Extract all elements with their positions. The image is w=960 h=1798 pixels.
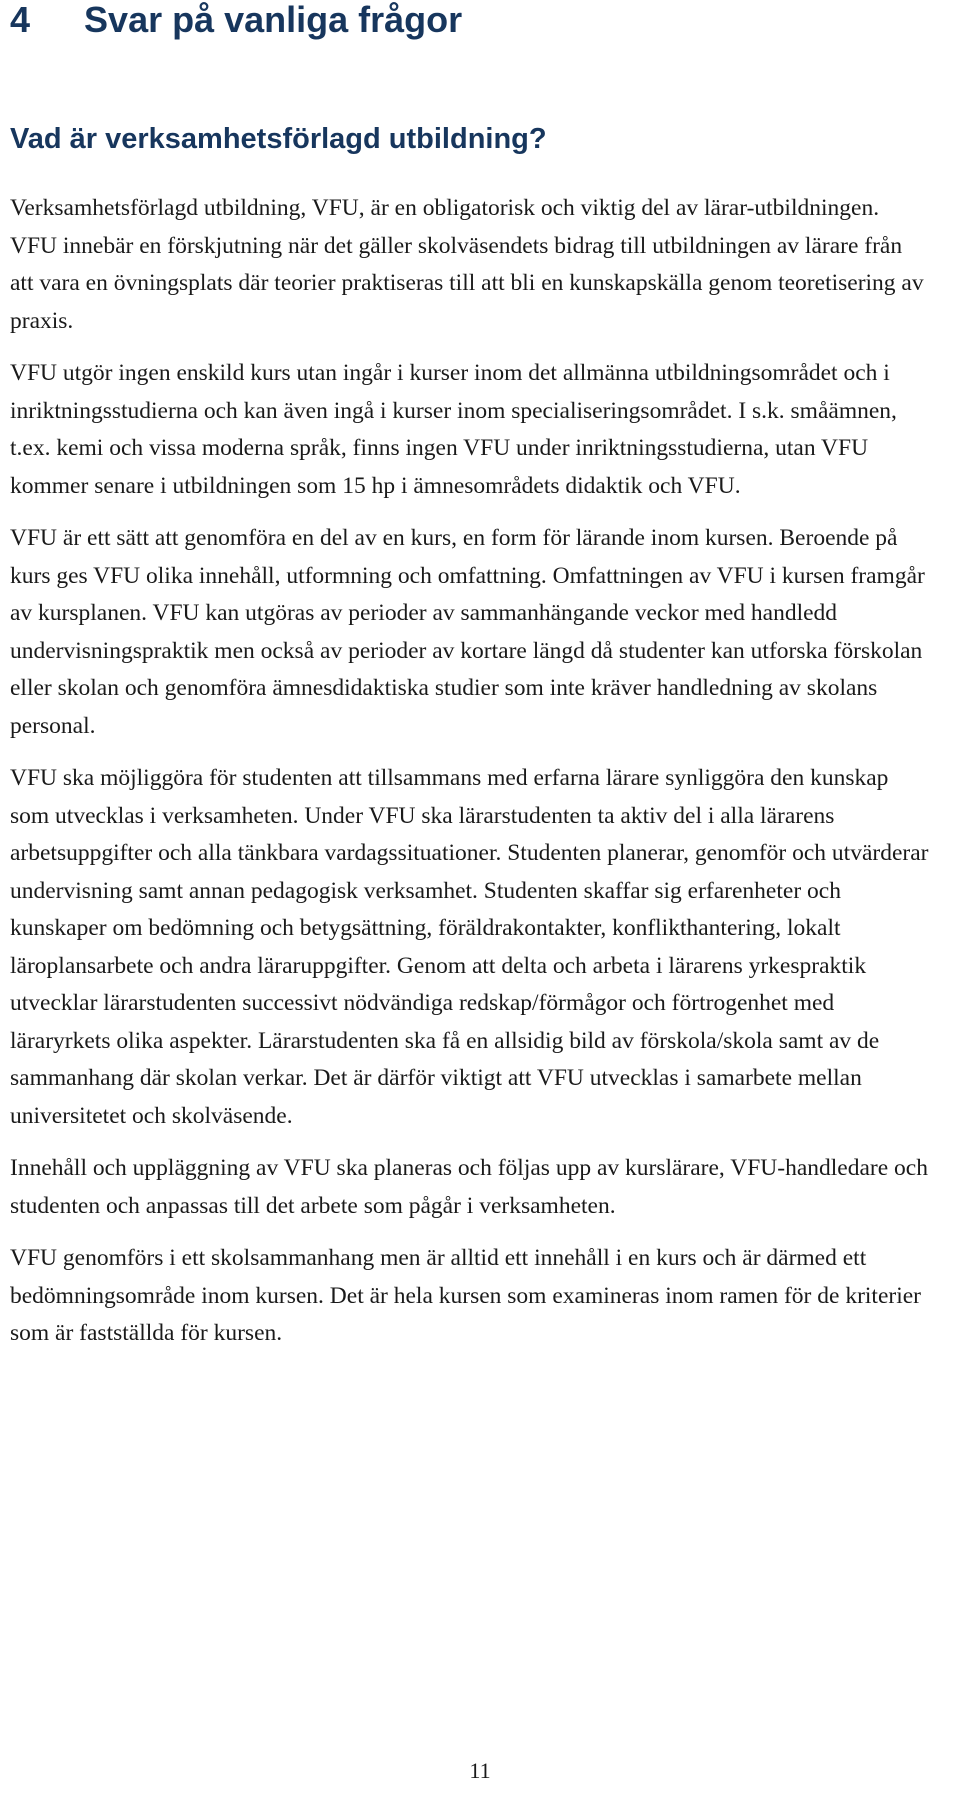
paragraph-2: VFU utgör ingen enskild kurs utan ingår i kurser inom det allmänna utbildningsområdet och i inriktningsstudierna och kan även ingå i kurser inom specialiseringsområdet. I s.k. småämnen, t.ex. kemi och vissa moderna språk, finns ingen VFU under inriktningsstudierna, utan VFU kommer senare i utbildningen som 15 hp i ämnesområdets didaktik och VFU. — [10, 360, 897, 499]
paragraph-5: Innehåll och uppläggning av VFU ska planeras och följas upp av kurslärare, VFU-handledare och studenten och anpassas till det arbete som pågår i verksamheten. — [10, 1155, 928, 1219]
document-page — [10, 0, 930, 1353]
chapter-number: 4 — [10, 0, 31, 40]
page-number: 11 — [469, 1758, 491, 1783]
chapter-title: Svar på vanliga frågor — [84, 0, 463, 40]
paragraph-3: VFU är ett sätt att genomföra en del av en kurs, en form för lärande inom kursen. Beroende på kurs ges VFU olika innehåll, utformning och omfattning. Omfattningen av VFU i kursen framgår av kursplanen. VFU kan utgöras av perioder av sammanhängande veckor med handledd undervisningspraktik men också av perioder av kortare längd då studenter kan utforska förskolan eller skolan och genomföra ämnesdidaktiska studier som inte kräver handledning av skolans personal. — [10, 525, 925, 739]
section-heading: Vad är verksamhetsförlagd utbildning? — [10, 123, 547, 155]
paragraph-6: VFU genomförs i ett skolsammanhang men är alltid ett innehåll i en kurs och är därmed ett bedömningsområde inom kursen. Det är hela kursen som examineras inom ramen för de kriterier som är fastställda för kursen. — [10, 1245, 921, 1346]
paragraph-1: Verksamhetsförlagd utbildning, VFU, är en obligatorisk och viktig del av lärar-utbildningen. VFU innebär en förskjutning när det gäller skolväsendets bidrag till utbildningen av lärare från att vara en övningsplats där teorier praktiseras till att bli en kunskapskälla genom teoretisering av praxis. — [10, 195, 924, 334]
chapter-heading — [10, 0, 930, 40]
paragraph-4: VFU ska möjliggöra för studenten att tillsammans med erfarna lärare synliggöra den kunskap som utvecklas i verksamheten. Under VFU ska lärarstudenten ta aktiv del i alla lärarens arbetsuppgifter och alla tänkbara vardagssituationer. Studenten planerar, genomför och utvärderar undervisning samt annan pedagogisk verksamhet. Studenten skaffar sig erfarenheter och kunskaper om bedömning och betygsättning, föräldrakontakter, konflikthantering, lokalt läroplansarbete och andra läraruppgifter. Genom att delta och arbeta i lärarens yrkespraktik utvecklar lärarstudenten successivt nödvändiga redskap/förmågor och förtrogenhet med läraryrkets olika aspekter. Lärarstudenten ska få en allsidig bild av förskola/skola samt av de sammanhang där skolan verkar. Det är därför viktigt att VFU utvecklas i samarbete mellan universitetet och skolväsende. — [10, 765, 929, 1129]
